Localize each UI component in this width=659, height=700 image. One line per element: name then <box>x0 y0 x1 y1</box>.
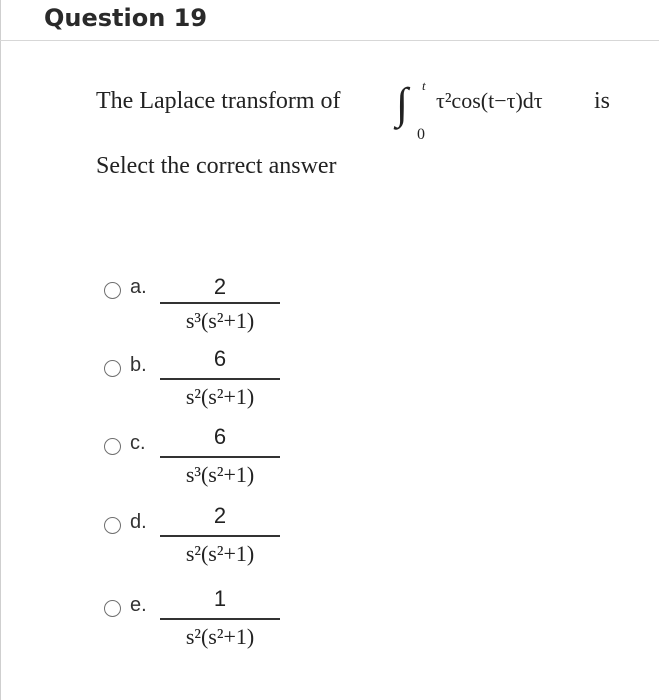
option-letter: c. <box>130 432 146 454</box>
option-fraction <box>160 424 280 498</box>
instruction-text: Select the correct answer <box>96 153 337 179</box>
fraction-numerator: 2 <box>213 503 227 528</box>
integral-sign: ∫ <box>396 79 409 128</box>
option-fraction <box>160 503 280 577</box>
fraction-denominator: s²(s²+1) <box>185 541 255 566</box>
option-letter: a. <box>130 276 147 298</box>
fraction-bar <box>160 535 280 537</box>
fraction-denominator: s²(s²+1) <box>185 624 255 649</box>
option-letter: d. <box>130 511 147 533</box>
radio-button-d[interactable] <box>104 517 121 534</box>
radio-button-c[interactable] <box>104 438 121 455</box>
title-divider <box>0 40 659 41</box>
radio-button-b[interactable] <box>104 360 121 377</box>
option-letter: e. <box>130 594 147 616</box>
option-fraction <box>160 346 280 420</box>
integral-lower-limit: 0 <box>417 126 425 143</box>
answer-option-d[interactable] <box>104 503 304 577</box>
fraction-denominator: s³(s²+1) <box>185 462 255 487</box>
answer-option-e[interactable] <box>104 586 304 660</box>
answer-option-c[interactable] <box>104 424 304 498</box>
fraction-bar <box>160 456 280 458</box>
radio-button-e[interactable] <box>104 600 121 617</box>
option-letter: b. <box>130 354 147 376</box>
fraction-numerator: 6 <box>213 346 227 371</box>
fraction-numerator: 1 <box>213 586 227 611</box>
prompt-prefix: The Laplace transform of <box>96 88 341 114</box>
answer-option-a[interactable] <box>104 272 304 342</box>
question-prompt <box>96 78 636 154</box>
fraction-bar <box>160 302 280 304</box>
answer-option-b[interactable] <box>104 346 304 420</box>
option-fraction <box>160 272 280 342</box>
fraction-numerator: 2 <box>213 274 227 299</box>
radio-button-a[interactable] <box>104 282 121 299</box>
integrand: τ²cos(t−τ)dτ <box>436 88 543 113</box>
integral-upper-limit: t <box>422 78 426 93</box>
question-title: Question 19 <box>44 4 208 32</box>
fraction-bar <box>160 618 280 620</box>
fraction-numerator: 6 <box>213 424 227 449</box>
fraction-bar <box>160 378 280 380</box>
fraction-denominator: s²(s²+1) <box>185 384 255 409</box>
option-fraction <box>160 586 280 660</box>
prompt-suffix: is <box>594 88 611 114</box>
fraction-denominator: s³(s²+1) <box>185 308 255 333</box>
